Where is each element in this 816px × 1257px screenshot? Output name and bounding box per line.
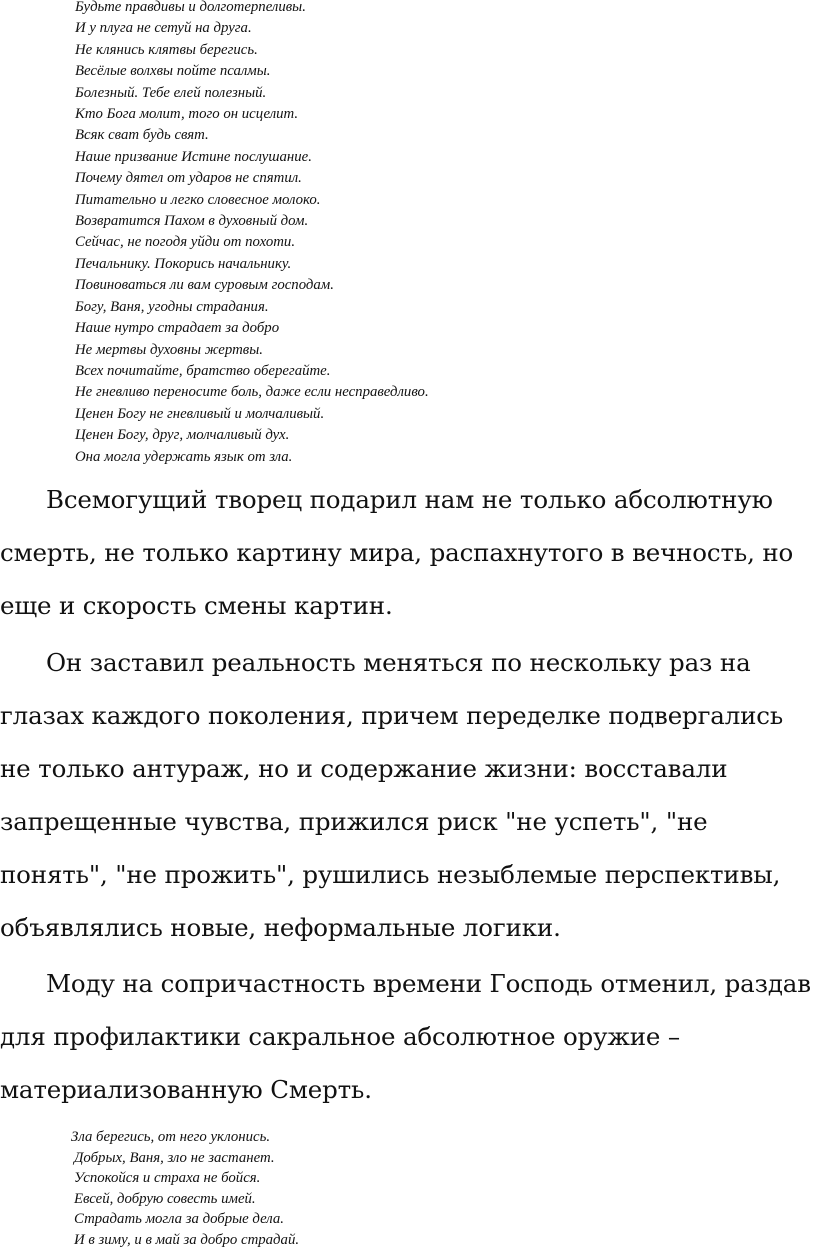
poem-line: И у плуга не сетуй на друга. [75,20,252,37]
poem-line: Повиноваться ли вам суровым господам. [75,277,334,294]
poem-line: Добрых, Ваня, зло не застанет. [74,1149,275,1166]
poem-line: Не клянись клятвы берегись. [75,41,258,58]
poem-line: Страдать могла за добрые дела. [74,1211,284,1227]
paragraph-death: Моду на сопричастность времени Господь отменил, раздав для профилактики сакральное абсолютное оружие – материализованную Смерть. [0,969,811,1104]
poem-line: Кто Бога молит, того он исцелит. [75,106,299,123]
poem-line: Всяк сват будь свят. [75,127,209,144]
poem-line: Зла берегись, от него уклонись. [71,1129,271,1145]
poem-bottom [71,1127,299,1250]
poem-line: Ценен Богу, друг, молчаливый дух. [75,427,290,444]
poem-line: Она могла удержать язык от зла. [75,448,293,465]
poem-line: Не мертвы духовны жертвы. [75,341,263,358]
poem-line: Печальнику. Покорись начальнику. [75,255,292,272]
poem-line: Болезный. Тебе елей полезный. [75,84,267,101]
poem-line: Ценен Богу не гневливый и молчаливый. [75,405,325,422]
poem-line: Евсей, добрую совесть имей. [74,1190,256,1207]
poem-line: Возвратится Пахом в духовный дом. [75,213,309,230]
poem-line: Наше призвание Истине послушание. [75,148,312,165]
paragraph-reality: Он заставил реальность меняться по нескольку раз на глазах каждого поколения, причем переделке подвергались не только антураж, но и содержание жизни: восставали запрещенные чувства, прижился риск "не успеть", "не понять", "не прожить", рушились незыблемые перспективы, объявлялись новые, неформальные логики. [0,648,784,942]
poem-line: Сейчас, не погодя уйди от похоти. [75,234,296,251]
poem-line: Всех почитайте, братство оберегайте. [75,362,331,379]
poem-line: И в зиму, и в май за добро страдай. [74,1231,300,1248]
poem-line: Весёлые волхвы пойте псалмы. [75,63,271,80]
poem-line: Богу, Ваня, угодны страдания. [75,298,269,315]
poem-line: Будьте правдивы и долготерпеливы. [75,0,306,15]
poem-line: Не гневливо переносите боль, даже если несправедливо. [75,384,429,401]
poem-line: Почему дятел от ударов не спятил. [75,170,302,187]
poem-top [75,0,429,468]
poem-line: Питательно и легко словесное молоко. [75,191,321,208]
poem-line: Наше нутро страдает за добро [75,320,280,337]
poem-line: Успокойся и страха не бойся. [74,1170,261,1186]
paragraph-creator: Всемогущий творец подарил нам не только абсолютную смерть, не только картину мира, распахнутого в вечность, но еще и скорость смены картин. [0,485,794,620]
